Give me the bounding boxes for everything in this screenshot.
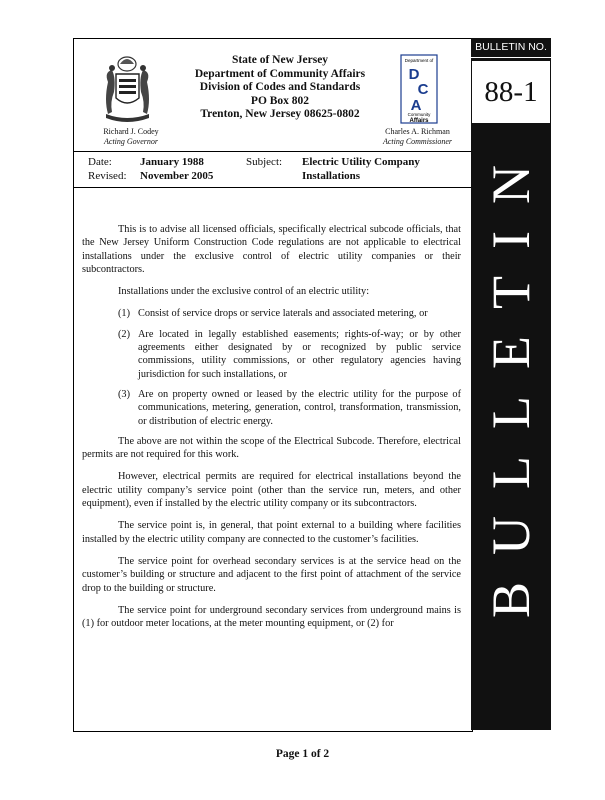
paragraph-5: The service point is, in general, that point external to a building where facilities installed by the electric utility company are connected to the customer’s facilities. [82,520,461,545]
po-box: PO Box 802 [250,94,310,107]
list-item-number: (1) [118,308,131,320]
bulletin-vertical-title: BULLETIN [481,138,541,618]
commissioner-block [370,127,465,147]
revised-label: Revised: [88,170,127,182]
list-item-number: (2) [118,328,131,340]
paragraph-6: The service point for overhead secondary services is at the service head on the customer’s building or structure and adjacent to the first point of attachment of the service drop to the building or structure. [82,555,461,594]
bulletin-number-label: BULLETIN NO. [471,38,551,58]
meta-divider [73,187,471,188]
page-number: Page 1 of 2 [275,748,330,760]
svg-text:D: D [408,66,420,83]
list-item [118,328,461,381]
city-address: Trenton, New Jersey 08625-0802 [200,108,360,120]
department-name: Department of Community Affairs [194,67,366,80]
subject-line-2: Installations [302,170,361,182]
list-item-text: Are on property owned or leased by the electric utility for the purpose of communications, metering, generation, control, transformation, transmission, or distribution of electric energy. [138,388,461,427]
commissioner-name: Charles A. Richman [385,127,450,136]
commissioner-title: Acting Commissioner [382,137,453,146]
header-divider [73,151,471,152]
date-value: January 1988 [140,156,204,168]
date-label: Date: [88,156,112,168]
bulletin-body [82,223,461,639]
list-item [118,307,461,320]
nj-state-seal-icon [100,52,155,124]
dca-logo-icon [400,54,438,124]
subject-line-1: Electric Utility Company [302,156,420,168]
paragraph-2: Installations under the exclusive control of an electric utility: [118,286,370,298]
svg-text:C: C [417,81,429,98]
paragraph-1: This is to advise all licensed officials, specifically electrical subcode officials, that the New Jersey Uniform Construction Code regulations are not applicable to electrical installations under the exclusive control of electric utility companies or their subcontractors. [82,224,461,275]
list-item-text: Are located in legally established easements; rights-of-way; or by other agreements either designated by or recognized by public service commissions, utility commissions, or other regulatory agencies having jurisdiction for such installations, or [138,328,461,380]
list-item-number: (3) [118,388,131,400]
svg-text:Community: Community [407,112,431,117]
governor-title: Acting Governor [104,137,158,146]
bulletin-number: 88-1 [471,60,551,124]
list-item [118,388,461,428]
governor-name: Richard J. Codey [103,127,159,136]
list-item-text: Consist of service drops or service laterals and associated metering, or [138,308,428,320]
svg-text:A: A [410,97,422,114]
paragraph-3: The above are not within the scope of the Electrical Subcode. Therefore, electrical permits are not required for this work. [82,435,461,461]
bulletin-sidebar [471,38,551,730]
revised-value: November 2005 [140,170,214,182]
svg-text:Affairs: Affairs [409,118,429,124]
governor-block [86,127,176,147]
division-name: Division of Codes and Standards [199,81,361,93]
subject-label: Subject: [246,156,283,168]
svg-text:Department of: Department of [404,58,434,63]
state-name: State of New Jersey [231,54,329,66]
paragraph-7: The service point for underground secondary services from underground mains is (1) for outdoor meter locations, at the meter mounting equipment, or (2) for [82,604,461,630]
paragraph-4: However, electrical permits are required for electrical installations beyond the electric utility company’s service point (other than the service run, meters, and other equipment), even if installed by the electric utility company or its subcontractors. [82,471,461,510]
agency-header [160,54,400,122]
